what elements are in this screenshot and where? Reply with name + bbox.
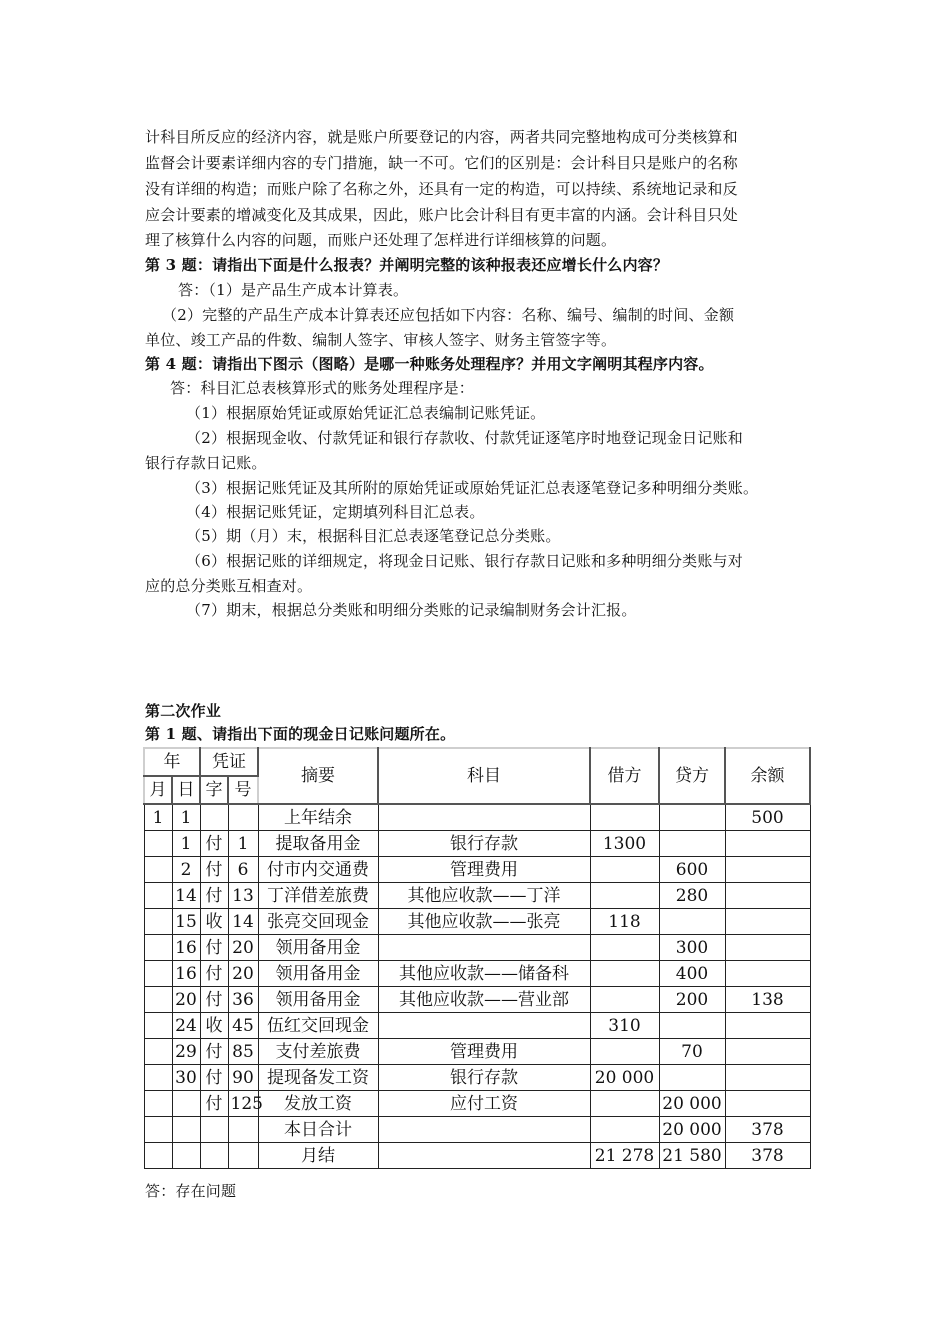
cell-number: 6 [228, 857, 258, 883]
header-year: 年 [144, 748, 200, 776]
cell-month: 1 [144, 804, 172, 831]
cell-char [200, 1143, 228, 1169]
table-row [144, 804, 810, 831]
cell-char: 付 [200, 961, 228, 987]
cell-number: 36 [228, 987, 258, 1013]
cell-balance [725, 909, 810, 935]
cell-char: 付 [200, 1039, 228, 1065]
cell-debit [590, 961, 659, 987]
step-4: （4）根据记账凭证，定期填列科目汇总表。 [186, 503, 485, 521]
cell-balance [725, 1039, 810, 1065]
table-row [144, 1065, 810, 1091]
cell-day: 16 [172, 961, 200, 987]
cell-account: 管理费用 [378, 857, 590, 883]
cell-day: 15 [172, 909, 200, 935]
step-2: （2）根据现金收、付款凭证和银行存款收、付款凭证逐笔序时地登记现金日记账和 [186, 429, 743, 447]
question-4-intro: 答：科目汇总表核算形式的账务处理程序是： [170, 379, 475, 397]
cell-account: 银行存款 [378, 1065, 590, 1091]
table-row [144, 831, 810, 857]
cell-day [172, 1117, 200, 1143]
header-number: 号 [228, 776, 258, 804]
cell-number [228, 1143, 258, 1169]
cell-balance [725, 857, 810, 883]
cell-debit: 118 [590, 909, 659, 935]
cell-credit: 280 [659, 883, 725, 909]
cell-account: 银行存款 [378, 831, 590, 857]
question-3-title: 第 3 题：请指出下面是什么报表？并阐明完整的该种报表还应增长什么内容？ [145, 256, 669, 274]
cell-balance [725, 1065, 810, 1091]
cell-day: 1 [172, 831, 200, 857]
table-row [144, 935, 810, 961]
header-char: 字 [200, 776, 228, 804]
cell-credit: 20 000 [659, 1117, 725, 1143]
cell-number: 13 [228, 883, 258, 909]
cell-balance: 378 [725, 1117, 810, 1143]
cell-summary: 付市内交通费 [258, 857, 378, 883]
cell-credit: 21 580 [659, 1143, 725, 1169]
cell-balance: 138 [725, 987, 810, 1013]
step-2-cont: 银行存款日记账。 [145, 454, 267, 472]
cell-account [378, 1013, 590, 1039]
question-4-title: 第 4 题：请指出下图示（图略）是哪一种账务处理程序？并用文字阐明其程序内容。 [145, 355, 714, 373]
paragraph-line: 监督会计要素详细内容的专门措施，缺一不可。它们的区别是：会计科目只是账户的名称 [145, 154, 738, 172]
cell-number [228, 804, 258, 831]
cell-summary: 月结 [258, 1143, 378, 1169]
cell-month [144, 831, 172, 857]
cell-debit [590, 935, 659, 961]
cell-month [144, 909, 172, 935]
paragraph-line: 理了核算什么内容的问题，而账户还处理了怎样进行详细核算的问题。 [145, 231, 617, 249]
cell-month [144, 1117, 172, 1143]
step-6-cont: 应的总分类账互相查对。 [145, 577, 313, 595]
cell-char: 付 [200, 987, 228, 1013]
cell-char: 付 [200, 883, 228, 909]
cell-account: 其他应收款——营业部 [378, 987, 590, 1013]
cell-account: 其他应收款——储备科 [378, 961, 590, 987]
cell-account: 管理费用 [378, 1039, 590, 1065]
cell-char [200, 1117, 228, 1143]
step-7: （7）期末，根据总分类账和明细分类账的记录编制财务会计汇报。 [186, 601, 637, 619]
table-row [144, 987, 810, 1013]
step-1: （1）根据原始凭证或原始凭证汇总表编制记账凭证。 [186, 404, 546, 422]
header-voucher: 凭证 [200, 748, 258, 776]
cell-day: 24 [172, 1013, 200, 1039]
section-2-answer: 答：存在问题 [145, 1182, 237, 1200]
cell-number: 85 [228, 1039, 258, 1065]
cell-char: 付 [200, 1091, 228, 1117]
cell-credit: 20 000 [659, 1091, 725, 1117]
cell-month [144, 857, 172, 883]
cell-debit [590, 1039, 659, 1065]
cell-day [172, 1143, 200, 1169]
cell-month [144, 1091, 172, 1117]
table-row [144, 1143, 810, 1169]
table-row [144, 1091, 810, 1117]
cell-debit [590, 883, 659, 909]
cell-day: 14 [172, 883, 200, 909]
cell-month [144, 935, 172, 961]
cell-char: 付 [200, 857, 228, 883]
cell-debit [590, 804, 659, 831]
cell-number: 20 [228, 961, 258, 987]
cell-account: 其他应收款——丁洋 [378, 883, 590, 909]
table-row [144, 909, 810, 935]
question-3-answer-2-cont: 单位、竣工产品的件数、编制人签字、审核人签字、财务主管签字等。 [145, 331, 617, 349]
cell-account [378, 804, 590, 831]
table-row [144, 857, 810, 883]
cell-balance [725, 961, 810, 987]
cell-credit: 300 [659, 935, 725, 961]
question-3-answer-1: 答：（1）是产品生产成本计算表。 [178, 281, 409, 299]
cell-day: 2 [172, 857, 200, 883]
cell-day [172, 1091, 200, 1117]
cell-balance: 378 [725, 1143, 810, 1169]
cell-day: 1 [172, 804, 200, 831]
cell-number: 20 [228, 935, 258, 961]
cell-credit: 70 [659, 1039, 725, 1065]
cell-credit: 200 [659, 987, 725, 1013]
cell-summary: 丁洋借差旅费 [258, 883, 378, 909]
table-body [144, 804, 810, 1169]
cell-month [144, 961, 172, 987]
cell-balance: 500 [725, 804, 810, 831]
cell-summary: 本日合计 [258, 1117, 378, 1143]
cell-summary: 支付差旅费 [258, 1039, 378, 1065]
cell-month [144, 987, 172, 1013]
cell-month [144, 1013, 172, 1039]
cell-balance [725, 935, 810, 961]
cell-number [228, 1117, 258, 1143]
header-credit: 贷方 [659, 748, 725, 804]
table-row [144, 1039, 810, 1065]
header-summary: 摘要 [258, 748, 378, 804]
cell-char: 付 [200, 831, 228, 857]
cell-month [144, 883, 172, 909]
cell-summary: 提取备用金 [258, 831, 378, 857]
cell-number: 14 [228, 909, 258, 935]
table-header-row [144, 748, 810, 776]
table-row [144, 1117, 810, 1143]
table-row [144, 883, 810, 909]
cell-debit [590, 857, 659, 883]
cell-summary: 领用备用金 [258, 987, 378, 1013]
cell-summary: 领用备用金 [258, 935, 378, 961]
paragraph-line: 应会计要素的增减变化及其成果，因此，账户比会计科目有更丰富的内涵。会计科目只处 [145, 206, 738, 224]
header-account: 科目 [378, 748, 590, 804]
cell-credit [659, 804, 725, 831]
cell-char [200, 804, 228, 831]
cell-credit: 600 [659, 857, 725, 883]
cell-month [144, 1143, 172, 1169]
cell-summary: 提现备发工资 [258, 1065, 378, 1091]
cash-journal-table [143, 747, 811, 1169]
cell-char: 付 [200, 1065, 228, 1091]
cell-day: 29 [172, 1039, 200, 1065]
step-6: （6）根据记账的详细规定，将现金日记账、银行存款日记账和多种明细分类账与对 [186, 552, 743, 570]
cell-balance [725, 883, 810, 909]
cell-account [378, 935, 590, 961]
paragraph-line: 没有详细的构造；而账户除了名称之外，还具有一定的构造，可以持续、系统地记录和反 [145, 180, 738, 198]
cell-number: 90 [228, 1065, 258, 1091]
cell-credit [659, 1065, 725, 1091]
cell-debit: 21 278 [590, 1143, 659, 1169]
cell-summary: 上年结余 [258, 804, 378, 831]
cell-char: 收 [200, 1013, 228, 1039]
cell-debit [590, 1091, 659, 1117]
cell-char: 付 [200, 935, 228, 961]
cell-summary: 张亮交回现金 [258, 909, 378, 935]
cell-day: 16 [172, 935, 200, 961]
cell-credit [659, 831, 725, 857]
cell-balance [725, 1091, 810, 1117]
cell-account [378, 1143, 590, 1169]
cell-credit [659, 909, 725, 935]
cell-account: 其他应收款——张亮 [378, 909, 590, 935]
table-row [144, 961, 810, 987]
cell-summary: 领用备用金 [258, 961, 378, 987]
question-3-answer-2: （2）完整的产品生产成本计算表还应包括如下内容：名称、编号、编制的时间、金额 [162, 306, 735, 324]
step-3: （3）根据记账凭证及其所附的原始凭证或原始凭证汇总表逐笔登记多种明细分类账。 [186, 479, 759, 497]
cell-number: 1 [228, 831, 258, 857]
cell-number: 125 [228, 1091, 258, 1117]
header-balance: 余额 [725, 748, 810, 804]
header-month: 月 [144, 776, 172, 804]
cell-char: 收 [200, 909, 228, 935]
cell-number: 45 [228, 1013, 258, 1039]
cell-debit: 1300 [590, 831, 659, 857]
cell-summary: 发放工资 [258, 1091, 378, 1117]
section-2-question-1: 第 1 题、请指出下面的现金日记账问题所在。 [145, 725, 456, 743]
cell-debit [590, 1117, 659, 1143]
section-2-heading: 第二次作业 [145, 702, 222, 720]
cell-credit: 400 [659, 961, 725, 987]
cell-credit [659, 1013, 725, 1039]
cell-month [144, 1065, 172, 1091]
table-row [144, 1013, 810, 1039]
step-5: （5）期（月）末，根据科目汇总表逐笔登记总分类账。 [186, 527, 561, 545]
cell-debit: 20 000 [590, 1065, 659, 1091]
cell-summary: 伍红交回现金 [258, 1013, 378, 1039]
header-debit: 借方 [590, 748, 659, 804]
paragraph-line: 计科目所反应的经济内容，就是账户所要登记的内容，两者共同完整地构成可分类核算和 [145, 128, 738, 146]
cell-debit: 310 [590, 1013, 659, 1039]
cell-account [378, 1117, 590, 1143]
cell-debit [590, 987, 659, 1013]
cell-day: 30 [172, 1065, 200, 1091]
cell-balance [725, 1013, 810, 1039]
cell-day: 20 [172, 987, 200, 1013]
header-day: 日 [172, 776, 200, 804]
cell-balance [725, 831, 810, 857]
cell-account: 应付工资 [378, 1091, 590, 1117]
cell-month [144, 1039, 172, 1065]
